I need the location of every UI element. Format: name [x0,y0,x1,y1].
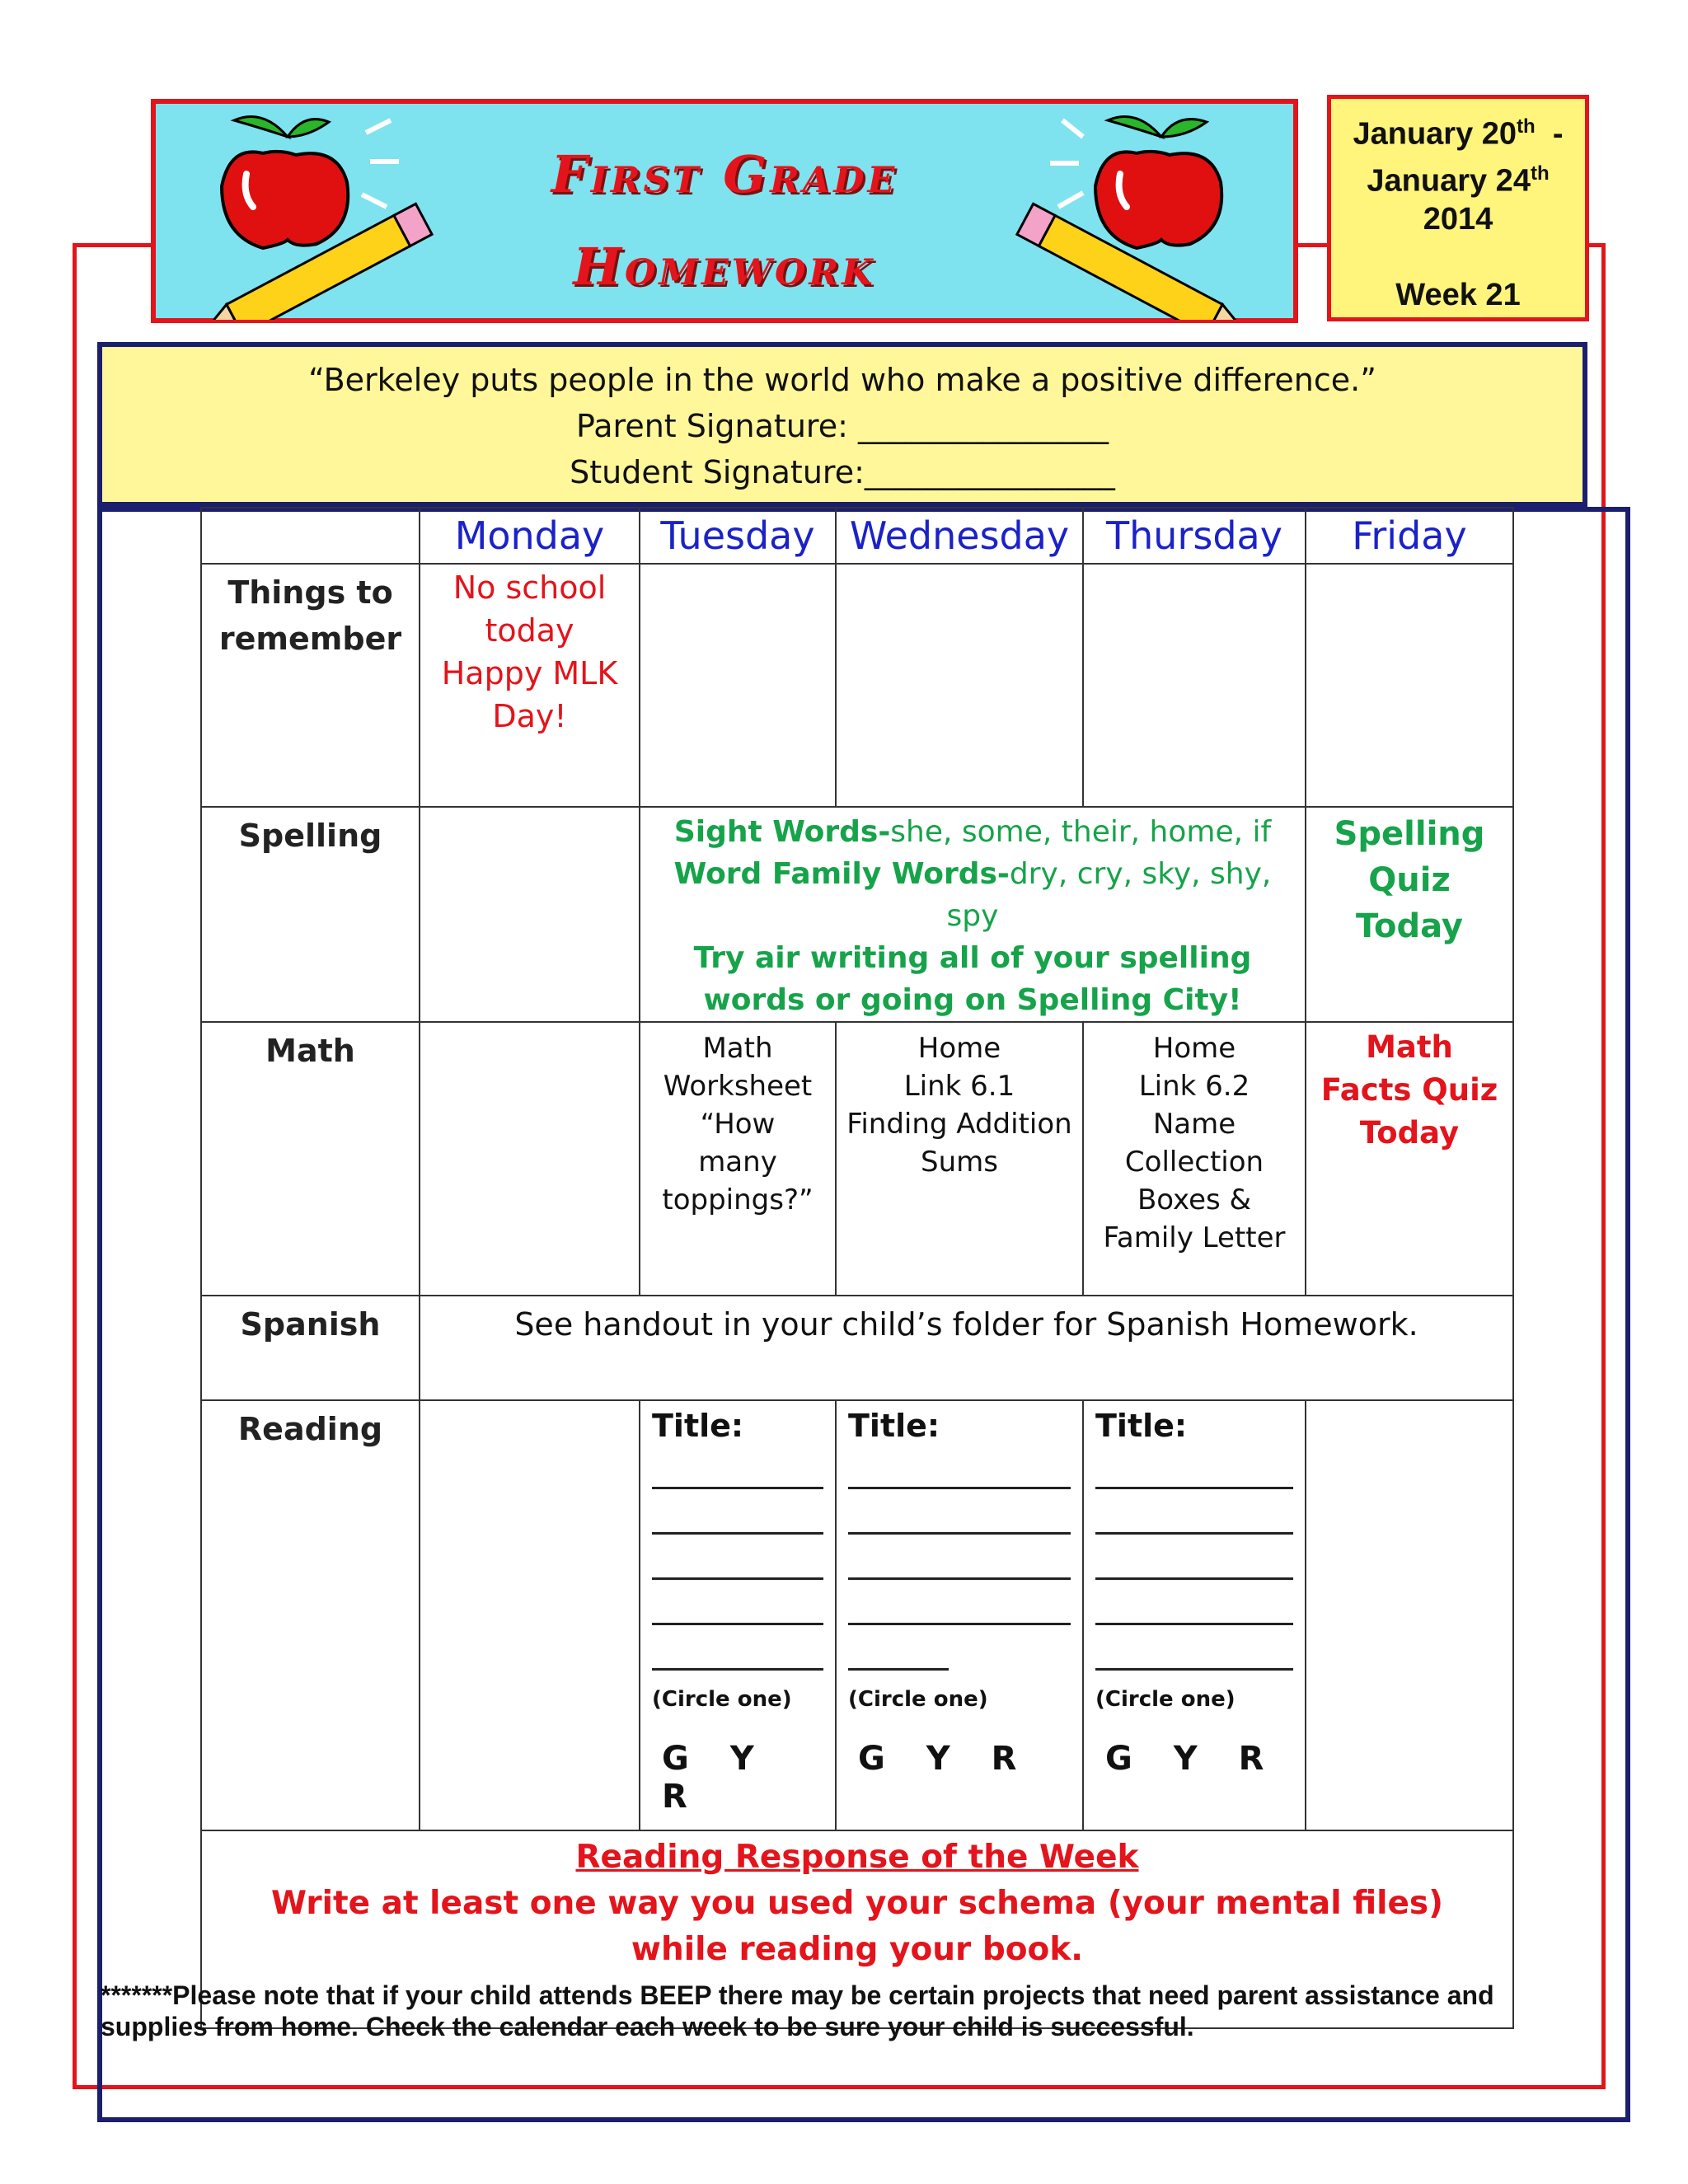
title-line[interactable] [848,1444,1071,1489]
date-start-suffix: th [1517,115,1536,138]
reading-title-label: Title: [652,1408,744,1444]
things-wednesday [836,564,1083,807]
parent-signature-line[interactable]: Parent Signature: ________________ [576,408,1109,444]
things-thursday [1083,564,1306,807]
homework-grid [200,507,1514,2029]
things-row [201,564,1513,807]
title-line[interactable] [1095,1489,1293,1535]
circle-one-label: (Circle one) [848,1687,988,1712]
math-row [201,1022,1513,1296]
gyr-rating[interactable]: G Y R [858,1740,1032,1778]
date-end-suffix: th [1530,162,1550,185]
sight-words-label: Sight Words- [673,815,891,849]
banner-title-line2: Homework [573,237,876,297]
math-wednesday-topic: Finding Addition Sums [846,1108,1072,1179]
date-end: January 24 [1367,163,1531,199]
apple-pencil-right-icon [1013,104,1285,320]
title-line[interactable] [848,1580,1071,1625]
math-wednesday-link: Home Link 6.1 [903,1032,1015,1103]
spelling-monday [420,807,640,1022]
title-line[interactable] [1095,1535,1293,1580]
math-tuesday: Math Worksheet “How many toppings?” [640,1022,836,1296]
math-thursday [1083,1022,1306,1296]
sight-words [657,811,1288,853]
banner-title [518,129,931,313]
spanish-note: See handout in your child’s folder for Spanish Homework. [420,1296,1513,1400]
date-line1 [1331,107,1585,154]
spanish-row [201,1296,1513,1400]
title-line[interactable] [848,1625,949,1671]
family-words-list: dry, cry, sky, shy, spy [946,857,1272,933]
reading-title-label: Title: [1095,1408,1188,1444]
things-monday-note: No school today [452,569,607,649]
math-thursday-link: Home Link 6.2 [1138,1032,1250,1103]
banner-title-line1: First Grade [551,144,898,204]
air-writing-note: Try air writing all of your spelling words or going on Spelling City! [693,941,1252,1017]
math-quiz-friday: Math Facts Quiz Today [1306,1022,1513,1296]
date-line2 [1331,154,1585,201]
reading-response-text: Write at least one way you used your schema (your mental files) while reading your book. [271,1885,1443,1968]
reading-label: Reading [201,1400,420,1830]
family-words [657,853,1288,937]
gyr-rating[interactable]: G Y R [662,1740,769,1816]
title-line[interactable] [652,1489,823,1535]
date-start: January 20 [1353,116,1517,152]
title-line[interactable] [1095,1580,1293,1625]
things-monday-holiday: Happy MLK Day! [441,655,618,734]
beep-note: *******Please note that if your child attends BEEP there may be certain projects that need parent assistance and supplies from home. Check the calendar each week to be sure your child is successful. [101,1980,1494,2041]
things-label: Things to remember [201,564,420,807]
quote-box [97,342,1587,507]
day-wednesday: Wednesday [836,508,1083,564]
apple-pencil-left-icon [164,104,436,320]
reading-wednesday [836,1400,1083,1830]
sight-words-list: she, some, their, home, if [890,815,1272,849]
title-line[interactable] [652,1444,823,1489]
corner-cell [201,508,420,564]
quote-text: “Berkeley puts people in the world who make a positive difference.” [308,362,1376,398]
reading-row [201,1400,1513,1830]
day-tuesday: Tuesday [640,508,836,564]
reading-friday [1306,1400,1513,1830]
title-line[interactable] [652,1580,823,1625]
day-monday: Monday [420,508,640,564]
reading-thursday [1083,1400,1306,1830]
gyr-rating[interactable]: G Y R [1105,1740,1279,1778]
title-line[interactable] [652,1625,823,1671]
reading-monday [420,1400,640,1830]
circle-one-label: (Circle one) [1095,1687,1236,1712]
title-line[interactable] [1095,1444,1293,1489]
date-dash: - [1552,116,1564,152]
spelling-label: Spelling [201,807,420,1022]
circle-one-label: (Circle one) [652,1687,792,1712]
banner [151,99,1298,323]
day-thursday: Thursday [1083,508,1306,564]
week-number: Week 21 [1395,278,1521,313]
math-monday [420,1022,640,1296]
title-line[interactable] [848,1535,1071,1580]
reading-response-heading: Reading Response of the Week [575,1839,1139,1876]
spelling-words-cell [640,807,1306,1022]
family-words-label: Word Family Words- [673,857,1010,891]
things-friday [1306,564,1513,807]
day-header-row [201,508,1513,564]
math-label: Math [201,1022,420,1296]
title-line[interactable] [652,1535,823,1580]
spelling-quiz-friday: Spelling Quiz Today [1306,807,1513,1022]
day-friday: Friday [1306,508,1513,564]
spanish-label: Spanish [201,1296,420,1400]
reading-tuesday [640,1400,836,1830]
date-box [1327,95,1589,321]
math-thursday-topic: Name Collection Boxes & Family Letter [1103,1108,1286,1254]
math-wednesday [836,1022,1083,1296]
student-signature-line[interactable]: Student Signature:________________ [570,454,1115,490]
date-year: 2014 [1423,202,1493,237]
things-monday [420,564,640,807]
things-tuesday [640,564,836,807]
title-line[interactable] [1095,1625,1293,1671]
title-line[interactable] [848,1489,1071,1535]
reading-title-label: Title: [848,1408,940,1444]
spelling-row [201,807,1513,1022]
